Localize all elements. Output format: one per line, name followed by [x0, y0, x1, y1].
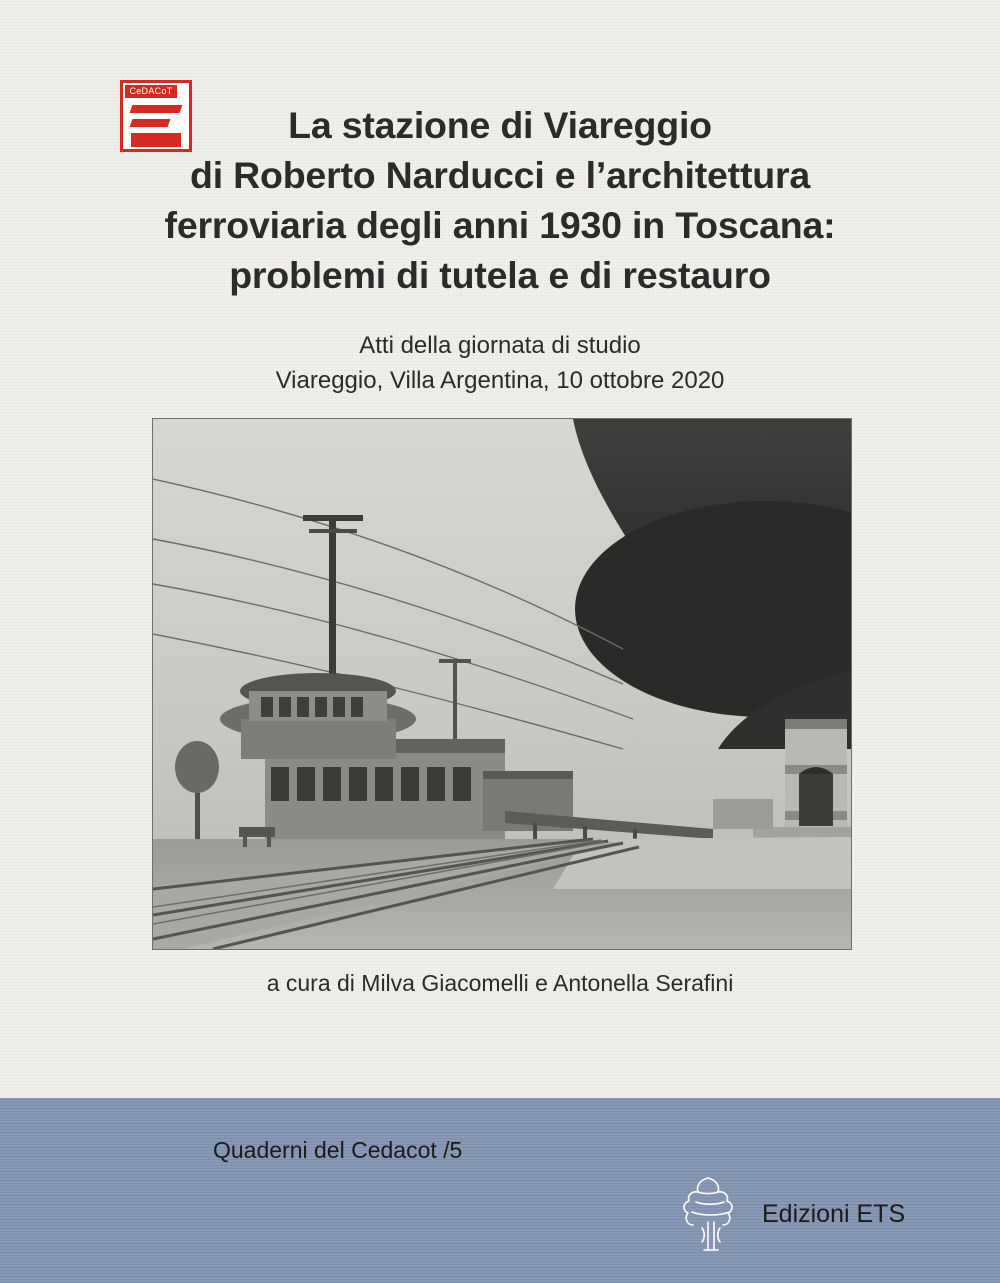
- editors-credit: a cura di Milva Giacomelli e Antonella Serafini: [266, 970, 734, 996]
- cedacot-logo-bar-2: [130, 119, 171, 127]
- subtitle-line-2: Viareggio, Villa Argentina, 10 ottobre 2020: [275, 367, 725, 394]
- page-subtitle: [0, 328, 1000, 398]
- title-line-2: di Roberto Narducci e l’architettura: [189, 154, 810, 196]
- ets-pegasus-icon: [678, 1172, 744, 1254]
- cover-photo: [152, 418, 852, 950]
- cedacot-logo-bar-1: [130, 105, 183, 113]
- ets-pegasus-svg: [678, 1172, 744, 1254]
- title-line-4: problemi di tutela e di restauro: [229, 254, 771, 296]
- footer-band: [0, 1098, 1000, 1283]
- footer-inner: [0, 1098, 1000, 1283]
- series-label: Quaderni del Cedacot /5: [213, 1137, 463, 1163]
- subtitle-line-1: Atti della giornata di studio: [359, 332, 641, 359]
- cover-photo-illustration: [153, 419, 851, 949]
- title-line-3: ferroviaria degli anni 1930 in Toscana:: [164, 204, 836, 246]
- publisher-label: Edizioni ETS: [762, 1200, 906, 1228]
- title-line-1: La stazione di Viareggio: [288, 104, 712, 146]
- cedacot-logo-text: CeDACoT: [125, 85, 177, 98]
- cedacot-logo-icon: [120, 80, 192, 152]
- cedacot-logo-block: [131, 133, 181, 147]
